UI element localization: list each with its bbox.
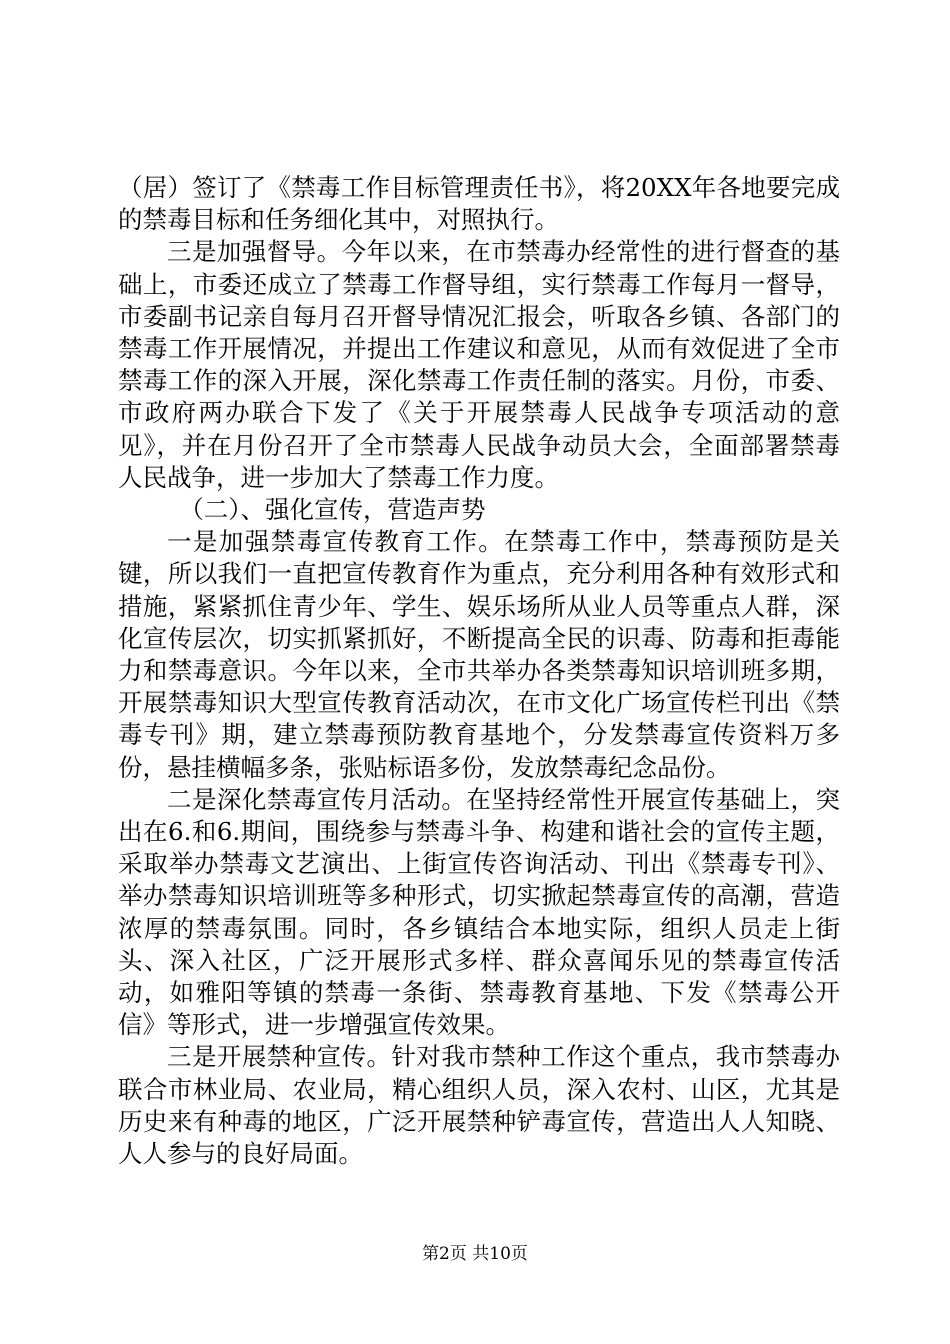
section-heading: （二）、强化宣传，营造声势 [179,495,486,525]
paragraph-continuation: （居）签订了《禁毒工作目标管理责任书》，将20XX年各地要完成的禁毒目标和任务细化其中，对照执行。 [118,173,840,235]
paragraph-education: 一是加强禁毒宣传教育工作。在禁毒工作中，禁毒预防是关键，所以我们一直把宣传教育作为重点，充分利用各种有效形式和措施，紧紧抓住青少年、学生、娱乐场所从业人员等重点人群，深化宣传层次，切实抓紧抓好，不断提高全民的识毒、防毒和拒毒能力和禁毒意识。今年以来，全市共举办各类禁毒知识培训班多期，开展禁毒知识大型宣传教育活动次，在市文化广场宣传栏刊出《禁毒专刊》期，建立禁毒预防教育基地个，分发禁毒宣传资料万多份，悬挂横幅多条，张贴标语多份，发放禁毒纪念品份。 [118,527,840,782]
paragraph-publicity-month: 二是深化禁毒宣传月活动。在坚持经常性开展宣传基础上，突出在6.和6.期间，围绕参与禁毒斗争、构建和谐社会的宣传主题，采取举办禁毒文艺演出、上街宣传咨询活动、刊出《禁毒专刊》、举办禁毒知识培训班等多种形式，切实掀起禁毒宣传的高潮，营造浓厚的禁毒氛围。同时，各乡镇结合本地实际，组织人员走上街头、深入社区，广泛开展形式多样、群众喜闻乐见的禁毒宣传活动，如雅阳等镇的禁毒一条街、禁毒教育基地、下发《禁毒公开信》等形式，进一步增强宣传效果。 [118,784,840,1040]
paragraph-planting-ban: 三是开展禁种宣传。针对我市禁种工作这个重点，我市禁毒办联合市林业局、农业局，精心组织人员，深入农村、山区，尤其是历史来有种毒的地区，广泛开展禁种铲毒宣传，营造出人人知晓、人人参与的良好局面。 [118,1042,840,1169]
document-body [118,172,840,1170]
paragraph-supervision: 三是加强督导。今年以来，在市禁毒办经常性的进行督查的基础上，市委还成立了禁毒工作督导组，实行禁毒工作每月一督导，市委副书记亲自每月召开督导情况汇报会，听取各乡镇、各部门的禁毒工作开展情况，并提出工作建议和意见，从而有效促进了全市禁毒工作的深入开展，深化禁毒工作责任制的落实。月份，市委、市政府两办联合下发了《关于开展禁毒人民战争专项活动的意见》，并在月份召开了全市禁毒人民战争动员大会，全面部署禁毒人民战争，进一步加大了禁毒工作力度。 [118,237,840,492]
page-number: 第2页 共10页 [422,1244,528,1264]
